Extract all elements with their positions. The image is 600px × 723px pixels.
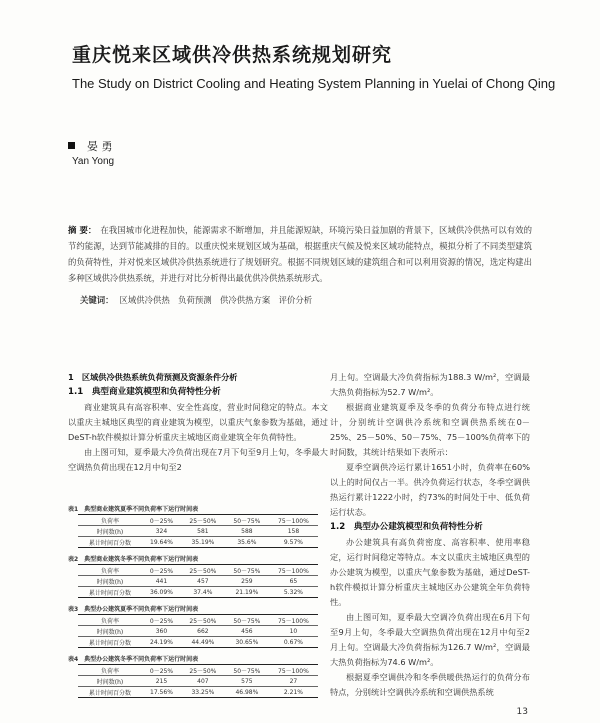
cell: 35.6%	[225, 537, 269, 548]
paragraph: 商业建筑具有高容积率、安全性高度，营业时间稳定的特点。本文以重庆主城地区典型的商业建筑为模型，以重庆气象参数为基础，通过DeST-h软件模拟计算分析重庆主城地区商业建筑全年负荷特性。	[68, 402, 328, 442]
cell: 75－100%	[269, 565, 318, 576]
cell: 25－50%	[181, 565, 225, 576]
cell: 累计时间百分数	[78, 637, 142, 648]
table-3	[78, 614, 318, 648]
cell: 21.19%	[225, 587, 269, 598]
table-4	[78, 664, 318, 698]
cell: 24.19%	[142, 637, 181, 648]
cell: 158	[269, 526, 318, 537]
cell: 50－75%	[225, 665, 269, 676]
cell: 50－75%	[225, 515, 269, 526]
cell: 33.25%	[181, 687, 225, 698]
cell: 累计时间百分数	[78, 687, 142, 698]
cell: 46.98%	[225, 687, 269, 698]
table-1	[78, 514, 318, 548]
cell: 时间数(h)	[78, 626, 142, 637]
keywords	[80, 294, 312, 306]
cell: 588	[225, 526, 269, 537]
table-row	[78, 526, 318, 537]
cell: 2.21%	[269, 687, 318, 698]
paragraph: 月上旬。空调最大冷负荷指标为188.3 W/m²，空调最大热负荷指标为52.7 W/m²。	[330, 372, 530, 397]
cell: 负荷率	[78, 565, 142, 576]
table-2	[78, 564, 318, 598]
cell: 35.19%	[181, 537, 225, 548]
cell: 75－100%	[269, 615, 318, 626]
table-caption: 表2 典型商业建筑冬季不同负荷率下运行时间表	[68, 556, 199, 563]
table-row	[78, 587, 318, 598]
paragraph: 夏季空调供冷运行累计1651小时，负荷率在60%以上的时间仅占一半。供冷负荷运行状态，冬季空调供热运行累计1222小时，约73%的时间处于中、低负荷运行状态。	[330, 462, 530, 517]
subsection-heading-1-1: 1.1 典型商业建筑模型和负荷特性分析	[68, 387, 221, 397]
cell: 19.64%	[142, 537, 181, 548]
paper-title-en: The Study on District Cooling and Heating System Planning in Yuelai of Chong Qing	[72, 76, 556, 91]
cell: 30.65%	[225, 637, 269, 648]
cell: 44.49%	[181, 637, 225, 648]
cell: 50－75%	[225, 615, 269, 626]
cell: 575	[225, 676, 269, 687]
table-row	[78, 576, 318, 587]
table-caption: 表4 典型办公建筑冬季不同负荷率下运行时间表	[68, 656, 199, 663]
square-bullet-icon	[68, 142, 75, 149]
table-row	[78, 626, 318, 637]
cell: 50－75%	[225, 565, 269, 576]
abstract-text: 在我国城市化进程加快，能源需求不断增加，并且能源短缺，环境污染日益加剧的背景下，区域供冷供热可以有效的节约能源，达到节能减排的目的。以重庆悦来规划区域为基础，根据重庆气候及悦来区域功能特点，模拟分析了不同类型建筑的负荷特性，并对悦来区域供冷供热系统进行了规划研究。根据不同规划区域的建筑组合和可以利用资源的情况，选定构建出多种区域供冷供热系统，并进行对比分析得出最优供冷供热系统形式。	[68, 225, 532, 283]
left-column	[68, 370, 328, 475]
cell: 457	[181, 576, 225, 587]
cell: 时间数(h)	[78, 576, 142, 587]
cell: 时间数(h)	[78, 676, 142, 687]
table-row	[78, 565, 318, 576]
cell: 0－25%	[142, 565, 181, 576]
cell: 259	[225, 576, 269, 587]
paragraph: 由上图可知，夏季最大空调冷负荷出现在6月下旬至9月上旬，冬季最大空调热负荷出现在12月中旬至2月上旬。空调最大冷负荷指标为126.7 W/m²，空调最大热负荷指标为74.6 W/m²。	[330, 612, 530, 667]
cell: 5.32%	[269, 587, 318, 598]
cell: 360	[142, 626, 181, 637]
cell: 456	[225, 626, 269, 637]
abstract	[68, 222, 532, 286]
cell: 662	[181, 626, 225, 637]
cell: 324	[142, 526, 181, 537]
cell: 累计时间百分数	[78, 537, 142, 548]
author-en: Yan Yong	[72, 156, 115, 167]
subsection-heading-1-2: 1.2 典型办公建筑模型和负荷特性分析	[330, 522, 483, 532]
cell: 时间数(h)	[78, 526, 142, 537]
table-caption: 表1 典型商业建筑夏季不同负荷率下运行时间表	[68, 506, 199, 513]
abstract-label: 摘 要：	[68, 225, 97, 235]
paragraph: 办公建筑具有高负荷密度、高容积率、使用率稳定，运行时间稳定等特点。本文以重庆主城地区典型的办公建筑为模型，以重庆气象参数为基础，通过DeST-h软件模拟计算分析重庆主城地区办公建筑全年负荷特性。	[330, 537, 530, 607]
paragraph: 根据夏季空调供冷和冬季供暖供热运行的负荷分布特点，分别统计空调供冷系统和空调供热系统	[330, 672, 530, 697]
table-caption: 表3 典型办公建筑夏季不同负荷率下运行时间表	[68, 606, 199, 613]
cell: 17.56%	[142, 687, 181, 698]
cell: 0－25%	[142, 665, 181, 676]
table-row	[78, 515, 318, 526]
cell: 75－100%	[269, 515, 318, 526]
table-row	[78, 615, 318, 626]
author-cn	[68, 138, 113, 154]
cell: 0.67%	[269, 637, 318, 648]
cell: 负荷率	[78, 615, 142, 626]
table-row	[78, 687, 318, 698]
section-heading-1: 1 区域供冷供热系统负荷预测及资源条件分析	[68, 372, 238, 382]
cell: 25－50%	[181, 515, 225, 526]
cell: 441	[142, 576, 181, 587]
cell: 0－25%	[142, 615, 181, 626]
table-row	[78, 637, 318, 648]
cell: 0－25%	[142, 515, 181, 526]
page-number: 13	[516, 707, 528, 717]
table-row	[78, 537, 318, 548]
paragraph: 根据商业建筑夏季及冬季的负荷分布特点进行统计，分别统计空调供冷系统和空调供热系统在0－25%、25－50%、50－75%、75－100%负荷率下的时间数，其统计结果如下表所示：	[330, 402, 530, 457]
cell: 9.57%	[269, 537, 318, 548]
paragraph: 由上图可知，夏季最大冷负荷出现在7月下旬至9月上旬，冬季最大空调热负荷出现在12月中旬至2	[68, 447, 328, 472]
cell: 25－50%	[181, 665, 225, 676]
cell: 581	[181, 526, 225, 537]
cell: 407	[181, 676, 225, 687]
cell: 累计时间百分数	[78, 587, 142, 598]
cell: 75－100%	[269, 665, 318, 676]
cell: 36.09%	[142, 587, 181, 598]
cell: 27	[269, 676, 318, 687]
cell: 65	[269, 576, 318, 587]
right-column	[330, 370, 530, 700]
cell: 10	[269, 626, 318, 637]
paper-title-cn: 重庆悦来区域供冷供热系统规划研究	[72, 44, 393, 66]
cell: 215	[142, 676, 181, 687]
cell: 负荷率	[78, 515, 142, 526]
table-row	[78, 676, 318, 687]
author-cn-text: 晏 勇	[87, 140, 113, 153]
cell: 25－50%	[181, 615, 225, 626]
cell: 37.4%	[181, 587, 225, 598]
keywords-label: 关键词：	[80, 295, 114, 305]
cell: 负荷率	[78, 665, 142, 676]
keywords-text: 区域供冷供热 负荷预测 供冷供热方案 评价分析	[119, 295, 313, 305]
table-row	[78, 665, 318, 676]
